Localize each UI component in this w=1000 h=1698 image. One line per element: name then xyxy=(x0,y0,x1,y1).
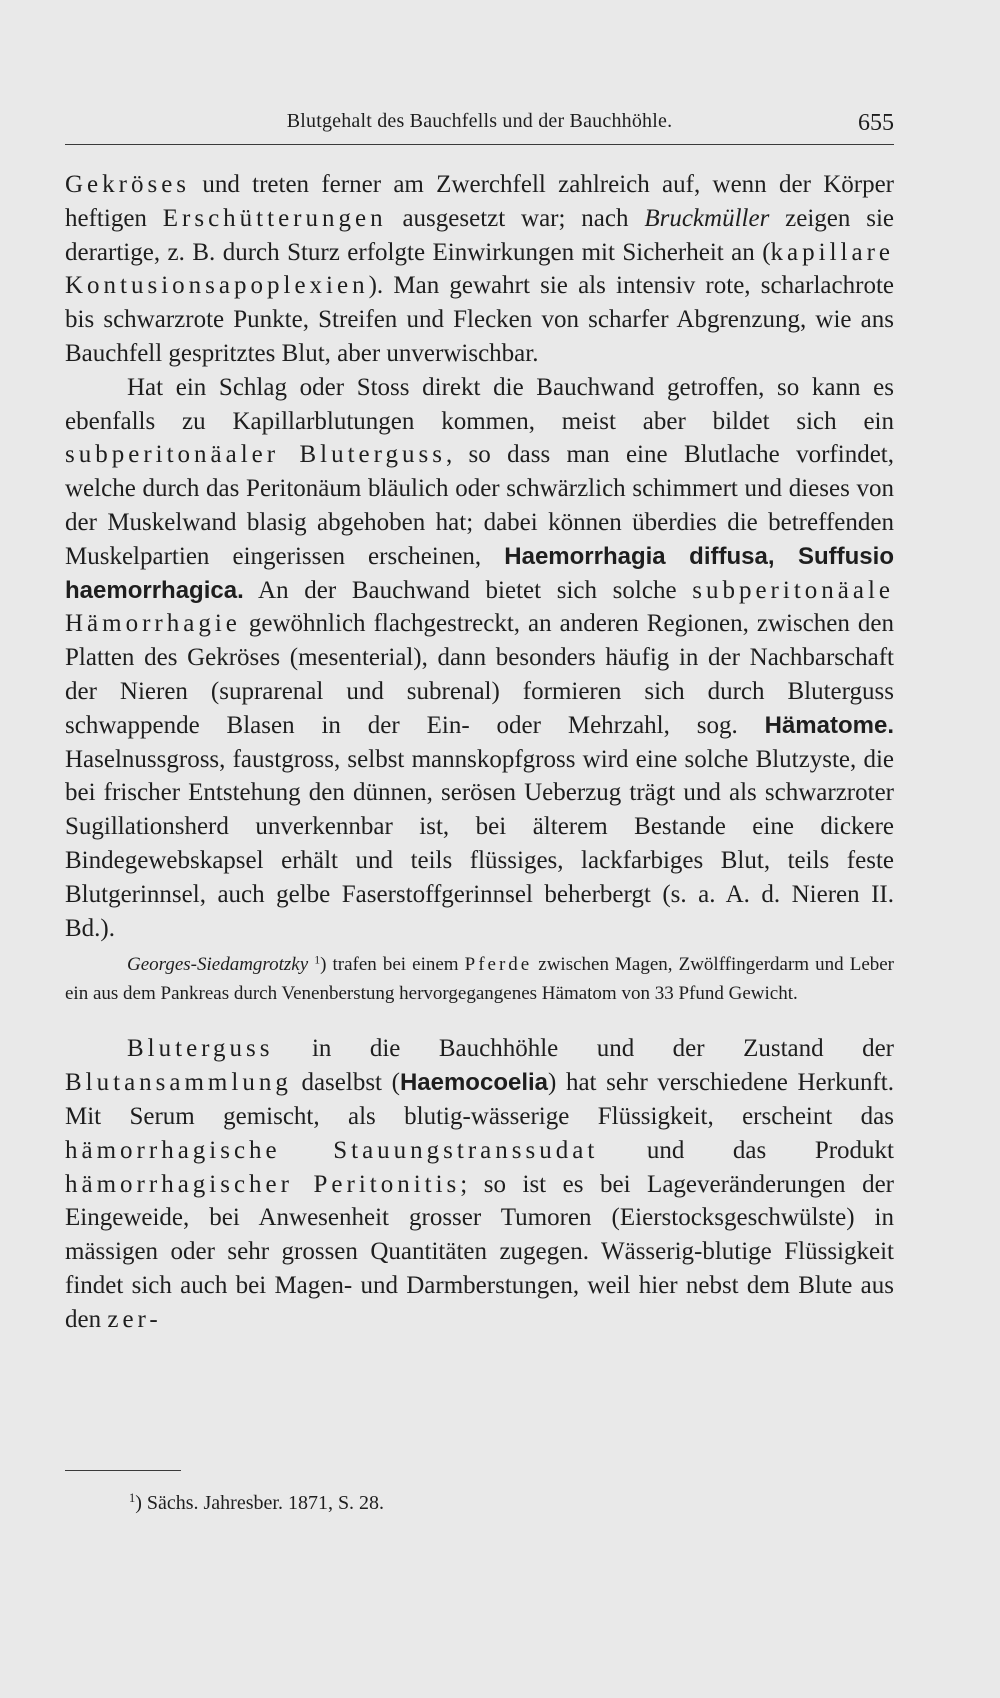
bold-term: Haemocoelia xyxy=(399,1069,549,1097)
text-run: und das Produkt xyxy=(598,1136,895,1164)
text-run: ) hat sehr verschiedene Herkunft. Mit Serum gemischt, als blutig-wässerige Flüssigkeit, erscheint das xyxy=(65,1069,894,1130)
page-number: 655 xyxy=(858,110,894,136)
footnote-divider xyxy=(65,1470,181,1471)
text-run: ; so ist es bei Lageveränderungen der Eingeweide, bei Anwesenheit grosser Tumoren (Eierstocksgeschwülste) in mässigen oder sehr grossen Quantitäten zugegen. Wässerig-blutige Flüssigkeit findet sich auch bei Magen- und Darmberstungen, weil hier nebst dem Blute aus den xyxy=(65,1170,894,1333)
paragraph-1 xyxy=(65,168,894,371)
footnote-ref: 1 xyxy=(314,953,321,967)
text-run: ). Man gewahrt sie als intensiv rote, scharlachrote bis schwarzrote Punkte, Streifen und Flecken von scharfer Abgrenzung, wie ans Bauchfell gespritztes Blut, aber unverwischbar. xyxy=(65,272,894,367)
text-run: zeigen sie derartige, z. B. durch Sturz erfolgte Einwirkungen mit Sicherheit an ( xyxy=(65,204,894,266)
footnote xyxy=(129,1492,384,1515)
paragraph-3 xyxy=(65,1032,894,1336)
text-run: gewöhnlich flachgestreckt, an anderen Regionen, zwischen den Platten des Gekröses (mesenterial), dann besonders häufig in der Nachbarschaft der Nieren (suprarenal und subrenal) formieren sich durch Bluterguss schwappende Blasen in der Ein- oder Mehrzahl, sog. xyxy=(65,610,894,739)
text-run: ausgesetzt war; nach xyxy=(386,204,645,232)
text-run: zwischen Magen, Zwölffingerdarm und Leber ein aus dem Pankreas durch Venenberstung hervorgegangenes Hämatom von 33 Pfund Gewicht. xyxy=(65,954,895,1004)
text-run: Haselnussgross, faustgross, selbst mannskopfgross wird eine solche Blutzyste, die bei frischer Entstehung den dünnen, serösen Ueberzug trägt und als schwarzroter Sugillationsherd unverkennbar ist, bei älterem Bestande eine dickere Bindegewebskapsel erhält und teils flüssiges, lackfarbiges Blut, teils feste Blutgerinnsel, auch gelbe Faserstoffgerinnsel beherbergt (s. a. A. d. Nieren II. Bd.). xyxy=(65,745,894,942)
author-name: Bruckmüller xyxy=(644,204,770,232)
text-run: ) trafen bei einem xyxy=(320,954,465,976)
small-print-note xyxy=(65,951,894,1008)
body-text xyxy=(65,168,894,1337)
spaced-term: hämorrhagische Stauungstranssudat xyxy=(65,1136,599,1164)
spaced-term: Bluterguss xyxy=(127,1035,274,1063)
footnote-marker: 1 xyxy=(129,1491,136,1506)
page-header xyxy=(65,108,894,145)
spaced-term: subperitonäaler Bluterguss xyxy=(65,441,446,469)
paragraph-2 xyxy=(65,371,894,946)
text-run: und treten ferner am Zwerchfell zahlreich auf, wenn der Körper heftigen xyxy=(65,171,894,232)
running-title: Blutgehalt des Bauchfells und der Bauchhöhle. xyxy=(286,110,673,132)
spaced-term: zer- xyxy=(107,1305,162,1333)
footnote-text: ) Sächs. Jahresber. 1871, S. 28. xyxy=(135,1492,385,1514)
text-run: daselbst ( xyxy=(291,1069,400,1097)
text-run: Hat ein Schlag oder Stoss direkt die Bauchwand getroffen, so kann es ebenfalls zu Kapillarblutungen kommen, meist aber bildet sich ein xyxy=(65,373,894,435)
spaced-term: subperitonäale Hämorrhagie xyxy=(65,576,894,638)
spaced-term: Blutansammlung xyxy=(65,1069,292,1097)
author-name: Georges-Siedamgrotzky xyxy=(127,954,309,976)
text-run: in die Bauchhöhle und der Zustand der xyxy=(273,1035,894,1063)
text-run: An der Bauchwand bietet sich solche xyxy=(243,576,693,604)
bold-term: Haemorrhagia diffusa, Suffusio haemorrhagica. xyxy=(65,542,894,604)
spaced-term: Erschütterungen xyxy=(162,204,387,232)
spaced-term: Gekröses xyxy=(65,171,191,198)
spaced-term: Pferde xyxy=(464,954,533,976)
text-run: , so dass man eine Blutlache vorfindet, welche durch das Peritonäum bläulich oder schwärzlich schimmert und dieses von der Muskelwand blasig abgehoben hat; dabei können überdies die betreffenden Muskelpartien eingerissen erscheinen, xyxy=(65,441,894,570)
bold-term: Hämatome. xyxy=(764,711,894,739)
spaced-term: kapillare Kontusionsapoplexien xyxy=(65,238,894,300)
spaced-term: hämorrhagischer Peritonitis xyxy=(65,1170,461,1198)
